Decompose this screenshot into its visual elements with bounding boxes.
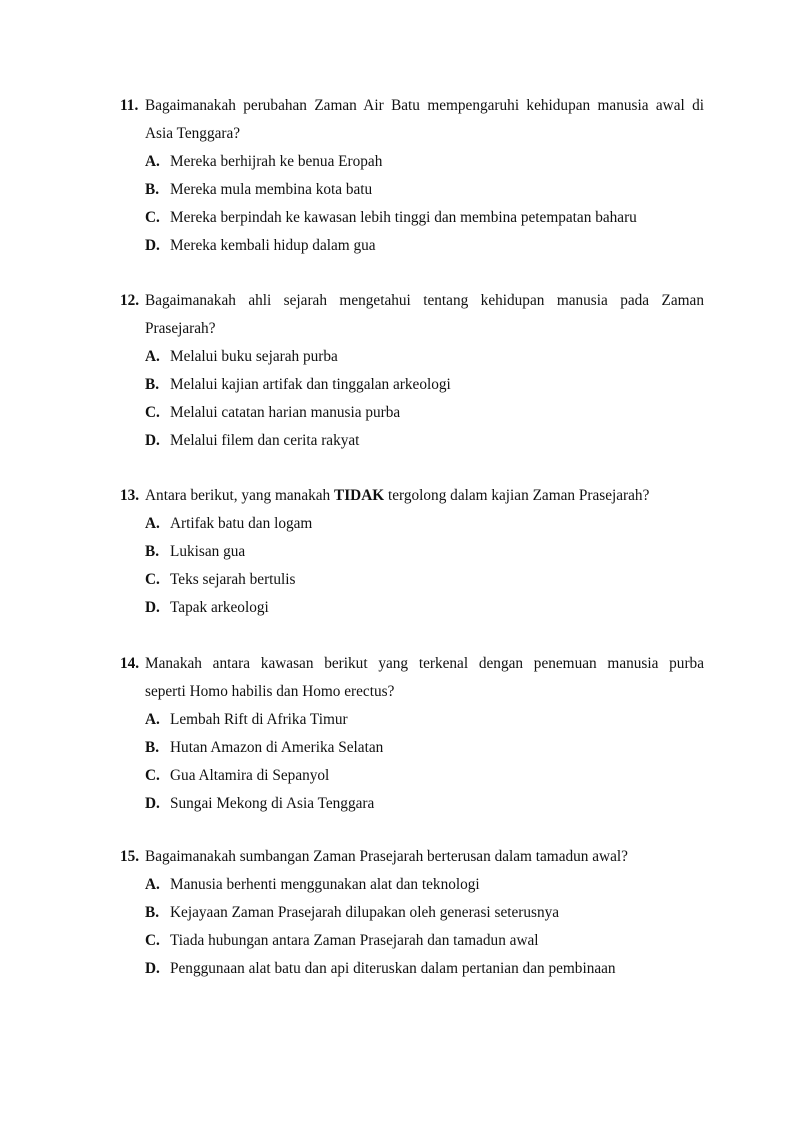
option-letter: D. <box>145 599 160 616</box>
option-letter: A. <box>145 153 160 170</box>
question-number: 11. <box>120 97 139 114</box>
option-d[interactable] <box>120 232 704 260</box>
option-c[interactable] <box>120 566 704 594</box>
option-text: Melalui kajian artifak dan tinggalan arkeologi <box>170 376 451 393</box>
option-text: Tiada hubungan antara Zaman Prasejarah dan tamadun awal <box>170 932 539 949</box>
question-text-line-2: seperti Homo habilis dan Homo erectus? <box>145 683 395 700</box>
option-a[interactable] <box>120 706 704 734</box>
option-list <box>120 871 704 983</box>
option-a[interactable] <box>120 148 704 176</box>
question-11 <box>120 92 704 260</box>
option-text: Melalui filem dan cerita rakyat <box>170 432 360 449</box>
option-d[interactable] <box>120 427 704 455</box>
option-text: Gua Altamira di Sepanyol <box>170 767 330 784</box>
option-letter: A. <box>145 876 160 893</box>
option-list <box>120 510 704 622</box>
option-text: Tapak arkeologi <box>170 599 269 616</box>
option-letter: B. <box>145 739 160 756</box>
question-13 <box>120 482 704 622</box>
question-text: Bagaimanakah sumbangan Zaman Prasejarah berterusan dalam tamadun awal? <box>145 848 628 865</box>
question-number: 13. <box>120 487 140 504</box>
question-stem <box>120 843 704 871</box>
question-number: 14. <box>120 655 140 672</box>
option-text: Hutan Amazon di Amerika Selatan <box>170 739 384 756</box>
question-text-line-1: Bagaimanakah perubahan Zaman Air Batu mempengaruhi kehidupan manusia awal di <box>145 97 704 114</box>
option-b[interactable] <box>120 734 704 762</box>
question-text-line-2: Prasejarah? <box>145 320 216 337</box>
option-letter: B. <box>145 181 160 198</box>
option-c[interactable] <box>120 204 704 232</box>
option-text: Mereka berhijrah ke benua Eropah <box>170 153 383 170</box>
question-text-line-2: Asia Tenggara? <box>145 125 241 142</box>
option-b[interactable] <box>120 538 704 566</box>
question-stem <box>120 650 704 706</box>
question-text-part: Antara berikut, yang manakah <box>145 487 335 504</box>
option-text: Mereka mula membina kota batu <box>170 181 373 198</box>
option-letter: D. <box>145 795 160 812</box>
option-text: Mereka kembali hidup dalam gua <box>170 237 376 254</box>
option-text: Lukisan gua <box>170 543 246 560</box>
emphasis-not: TIDAK <box>334 487 385 504</box>
question-text-line-1: Bagaimanakah ahli sejarah mengetahui tentang kehidupan manusia pada Zaman <box>145 292 704 309</box>
option-letter: D. <box>145 237 160 254</box>
option-d[interactable] <box>120 594 704 622</box>
option-text: Teks sejarah bertulis <box>170 571 296 588</box>
question-15 <box>120 843 704 983</box>
question-text-line-1: Manakah antara kawasan berikut yang terkenal dengan penemuan manusia purba <box>145 655 704 672</box>
option-letter: D. <box>145 960 160 977</box>
option-text: Mereka berpindah ke kawasan lebih tinggi dan membina petempatan baharu <box>170 209 637 226</box>
option-c[interactable] <box>120 762 704 790</box>
option-d[interactable] <box>120 955 704 983</box>
option-letter: A. <box>145 711 160 728</box>
option-a[interactable] <box>120 343 704 371</box>
option-list <box>120 706 704 818</box>
option-text: Melalui buku sejarah purba <box>170 348 338 365</box>
option-b[interactable] <box>120 899 704 927</box>
option-letter: C. <box>145 767 160 784</box>
question-14 <box>120 650 704 818</box>
question-12 <box>120 287 704 455</box>
question-stem <box>120 482 704 510</box>
question-number: 15. <box>120 848 140 865</box>
option-text: Melalui catatan harian manusia purba <box>170 404 401 421</box>
question-text <box>145 482 704 510</box>
option-letter: B. <box>145 904 160 921</box>
option-letter: B. <box>145 376 160 393</box>
option-list <box>120 148 704 260</box>
question-stem <box>120 92 704 148</box>
option-c[interactable] <box>120 927 704 955</box>
option-letter: D. <box>145 432 160 449</box>
option-a[interactable] <box>120 871 704 899</box>
option-b[interactable] <box>120 176 704 204</box>
option-letter: A. <box>145 348 160 365</box>
option-list <box>120 343 704 455</box>
question-text-part: tergolong dalam kajian Zaman Prasejarah? <box>384 487 650 504</box>
option-text: Lembah Rift di Afrika Timur <box>170 711 348 728</box>
option-text: Sungai Mekong di Asia Tenggara <box>170 795 375 812</box>
option-text: Manusia berhenti menggunakan alat dan teknologi <box>170 876 480 893</box>
option-letter: C. <box>145 209 160 226</box>
question-stem <box>120 287 704 343</box>
option-text: Penggunaan alat batu dan api diteruskan dalam pertanian dan pembinaan <box>170 960 616 977</box>
option-text: Artifak batu dan logam <box>170 515 313 532</box>
option-c[interactable] <box>120 399 704 427</box>
option-a[interactable] <box>120 510 704 538</box>
question-number: 12. <box>120 292 140 309</box>
option-b[interactable] <box>120 371 704 399</box>
option-text: Kejayaan Zaman Prasejarah dilupakan oleh generasi seterusnya <box>170 904 560 921</box>
option-letter: C. <box>145 571 160 588</box>
option-letter: B. <box>145 543 160 560</box>
option-d[interactable] <box>120 790 704 818</box>
option-letter: C. <box>145 404 160 421</box>
option-letter: C. <box>145 932 160 949</box>
option-letter: A. <box>145 515 160 532</box>
